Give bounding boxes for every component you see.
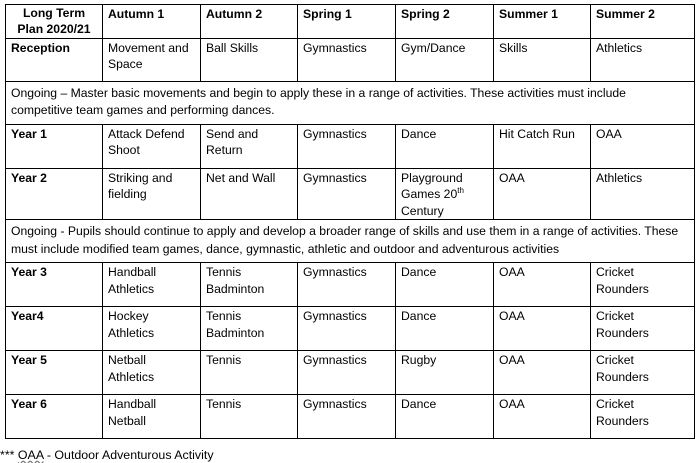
activity-line: Tennis: [206, 265, 242, 280]
long-term-plan-table: [5, 4, 695, 439]
year-group-label: Year4: [6, 307, 103, 351]
activity-line: Attack Defend: [108, 127, 185, 141]
activity-line: Send and: [206, 127, 259, 141]
activity-cell: Rugby: [396, 351, 494, 395]
activity-cell: [103, 125, 201, 169]
table-row: [6, 395, 695, 439]
activity-line: Rounders: [596, 281, 649, 296]
activity-line: Netball: [108, 353, 146, 368]
activity-cell: [201, 263, 298, 307]
activity-line: Tennis: [206, 309, 242, 324]
activity-cell: [103, 395, 201, 439]
activity-cell: Hit Catch Run: [494, 125, 591, 169]
activity-cell: Gymnastics: [298, 307, 396, 351]
activity-line: Athletics: [108, 281, 155, 296]
activity-line: Century: [401, 203, 444, 218]
activity-cell: [591, 307, 695, 351]
activity-cell: Net and Wall: [201, 169, 298, 220]
plan-title-line: Long Term: [22, 6, 86, 20]
activity-line: Striking and: [108, 171, 173, 185]
activity-cell: Ball Skills: [201, 39, 298, 82]
term-header: Spring 2: [396, 5, 494, 39]
activity-line: Cricket: [596, 353, 634, 368]
activity-line: Cricket: [596, 265, 634, 280]
table-row: [6, 351, 695, 395]
table-row: [6, 263, 695, 307]
activity-cell: OAA: [494, 169, 591, 220]
activity-line: Handball: [108, 265, 157, 280]
ordinal-suffix: th: [457, 186, 464, 196]
activity-cell: [103, 263, 201, 307]
activity-cell: Athletics: [591, 169, 695, 220]
year-group-label: Year 6: [6, 395, 103, 439]
activity-line: Hockey: [108, 309, 149, 324]
activity-line: Return: [206, 143, 243, 158]
activity-line: Rounders: [596, 413, 649, 428]
activity-line: Movement and: [108, 41, 189, 55]
activity-cell: OAA: [494, 395, 591, 439]
activity-line: Cricket: [596, 397, 634, 412]
ongoing-line: Ongoing – Master basic movements and begin to apply these in a range of activities. These activities must include: [11, 86, 626, 100]
activity-cell: Gymnastics: [298, 39, 396, 82]
activity-cell: Dance: [396, 395, 494, 439]
year-group-label: Year 2: [6, 169, 103, 220]
term-header: Autumn 1: [103, 5, 201, 39]
activity-cell: OAA: [494, 263, 591, 307]
footnote: [0, 447, 214, 463]
activity-text: Games 20: [401, 187, 458, 202]
activity-cell: [591, 263, 695, 307]
activity-cell: [103, 169, 201, 220]
table-row: [6, 169, 695, 220]
activity-cell: Athletics: [591, 39, 695, 82]
activity-cell: Skills: [494, 39, 591, 82]
ongoing-row: [6, 82, 695, 125]
year-group-label: Year 3: [6, 263, 103, 307]
year-group-label: Year 1: [6, 125, 103, 169]
activity-cell: OAA: [494, 307, 591, 351]
activity-cell: [201, 125, 298, 169]
activity-cell: Tennis: [201, 395, 298, 439]
activity-cell: OAA: [591, 125, 695, 169]
activity-cell: Dance: [396, 263, 494, 307]
year-group-label: Year 5: [6, 351, 103, 395]
activity-cell: Dance: [396, 307, 494, 351]
activity-line: [401, 186, 488, 202]
footnote-abbreviation: OAA: [17, 448, 44, 462]
term-header: Summer 1: [494, 5, 591, 39]
activity-cell: [103, 307, 201, 351]
plan-year-line: Plan 2020/21: [17, 22, 91, 37]
plan-title-cell: [6, 5, 103, 39]
activity-cell: Gymnastics: [298, 125, 396, 169]
activity-cell: Gym/Dance: [396, 39, 494, 82]
term-header: Spring 1: [298, 5, 396, 39]
activity-cell: Gymnastics: [298, 351, 396, 395]
ongoing-row: [6, 220, 695, 263]
activity-cell: [396, 169, 494, 220]
activity-line: Athletics: [108, 325, 155, 340]
activity-cell: [591, 395, 695, 439]
activity-line: fielding: [108, 187, 147, 202]
activity-cell: [103, 351, 201, 395]
activity-line: Netball: [108, 413, 146, 428]
activity-cell: Gymnastics: [298, 395, 396, 439]
ongoing-note: [6, 82, 695, 125]
activity-line: Badminton: [206, 281, 265, 296]
activity-line: Rounders: [596, 369, 649, 384]
footnote-definition: - Outdoor Adventurous Activity: [43, 448, 214, 462]
activity-line: Badminton: [206, 325, 265, 340]
ongoing-note: [6, 220, 695, 263]
table-row: [6, 307, 695, 351]
table-row: [6, 39, 695, 82]
activity-cell: [103, 39, 201, 82]
activity-cell: [201, 307, 298, 351]
activity-cell: Gymnastics: [298, 263, 396, 307]
activity-line: Space: [108, 57, 143, 72]
activity-line: Cricket: [596, 309, 634, 324]
activity-line: Athletics: [108, 369, 155, 384]
ongoing-line: competitive team games and performing dances.: [11, 103, 275, 118]
activity-cell: Gymnastics: [298, 169, 396, 220]
ongoing-line: must include modified team games, dance, gymnastic, athletic and outdoor and adventurous activities: [11, 241, 560, 256]
term-header: Autumn 2: [201, 5, 298, 39]
activity-line: Shoot: [108, 143, 140, 158]
activity-cell: [591, 351, 695, 395]
activity-line: Handball: [108, 397, 157, 412]
header-row: [6, 5, 695, 39]
footnote-stars: ***: [0, 448, 15, 462]
term-header: Summer 2: [591, 5, 695, 39]
activity-cell: OAA: [494, 351, 591, 395]
activity-line: Playground: [401, 171, 463, 185]
activity-line: Rounders: [596, 325, 649, 340]
ongoing-line: Ongoing - Pupils should continue to apply and develop a broader range of skills and use them in a range of activities. These: [11, 224, 679, 239]
activity-cell: Dance: [396, 125, 494, 169]
activity-cell: Tennis: [201, 351, 298, 395]
table-row: [6, 125, 695, 169]
year-group-label: Reception: [6, 39, 103, 82]
